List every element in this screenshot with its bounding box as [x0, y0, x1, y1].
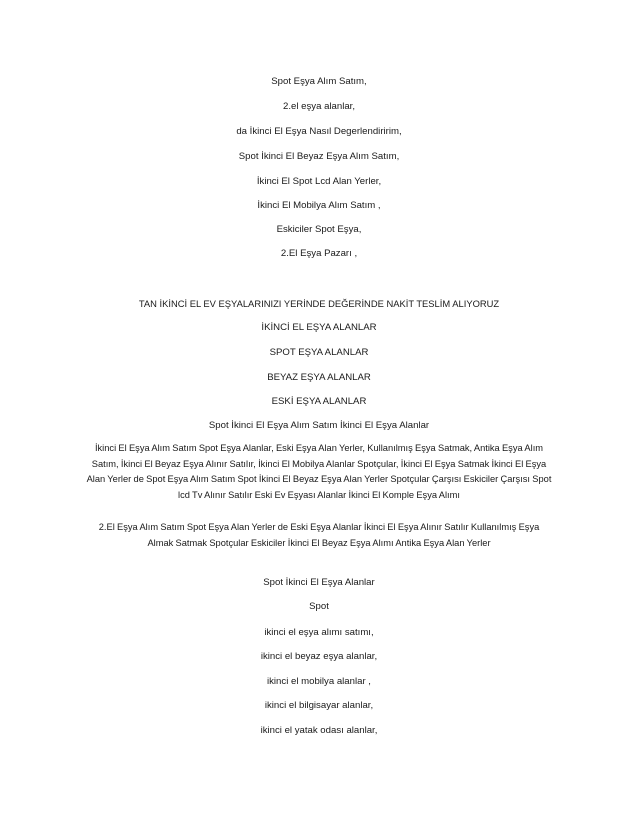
- bottom-list-item: ikinci el eşya alımı satımı,: [264, 627, 374, 638]
- bottom-list-item: ikinci el bilgisayar alanlar,: [264, 700, 374, 711]
- bottom-heading: Spot İkinci El Eşya Alanlar: [263, 577, 375, 588]
- subheading: Spot İkinci El Eşya Alım Satım İkinci El Eşya Alanlar: [208, 420, 430, 431]
- category-heading: SPOT EŞYA ALANLAR: [269, 347, 369, 358]
- top-list-item: İkinci El Mobilya Alım Satım ,: [257, 200, 381, 211]
- top-list-item: 2.El Eşya Pazarı ,: [280, 248, 358, 259]
- bottom-word: Spot: [309, 601, 329, 612]
- bottom-list-item: ikinci el beyaz eşya alanlar,: [260, 651, 378, 662]
- top-list-item: 2.el eşya alanlar,: [283, 101, 355, 112]
- category-heading: BEYAZ EŞYA ALANLAR: [267, 372, 371, 383]
- top-list-item: Spot Eşya Alım Satım,: [271, 76, 367, 87]
- category-heading: ESKİ EŞYA ALANLAR: [271, 396, 367, 407]
- paragraph-1: İkinci El Eşya Alım Satım Spot Eşya Alanlar, Eski Eşya Alan Yerler, Kullanılmış Eşya Satmak, Antika Eşya Alım Satım, İkinci El Beyaz Eşya Alınır Satılır, İkinci El Mobilya Alanlar Spotçular, İkinci El Eşya Satmak İkinci El Eşya Alan Yerler de Spot Eşya Alım Satım Spot İkinci El Beyaz Eşya Alan Yerler Spotçular Çarşısı Eskiciler Çarşısı Spot lcd Tv Alınır Satılır Eski Ev Eşyası Alanlar İkinci El Komple Eşya Alımı: [86, 443, 552, 500]
- category-heading: İKİNCİ EL EŞYA ALANLAR: [261, 322, 377, 333]
- bottom-list-item: ikinci el yatak odası alanlar,: [260, 725, 378, 736]
- top-list-item: Spot İkinci El Beyaz Eşya Alım Satım,: [238, 151, 400, 162]
- bottom-list-item: ikinci el mobilya alanlar ,: [267, 676, 371, 687]
- top-list-item: Eskiciler Spot Eşya,: [276, 224, 362, 235]
- headline: TAN İKİNCİ EL EV EŞYALARINIZI YERİNDE DEĞERİNDE NAKİT TESLİM ALIYORUZ: [138, 298, 500, 309]
- top-list-item: da İkinci El Eşya Nasıl Degerlendiririm,: [236, 126, 402, 137]
- top-list-item: İkinci El Spot Lcd Alan Yerler,: [256, 176, 382, 187]
- paragraph-2: 2.El Eşya Alım Satım Spot Eşya Alan Yerler de Eski Eşya Alanlar İkinci El Eşya Alınır Satılır Kullanılmış Eşya Almak Satmak Spotçular Eskiciler İkinci El Beyaz Eşya Alımı Antika Eşya Alan Yerler: [98, 522, 540, 548]
